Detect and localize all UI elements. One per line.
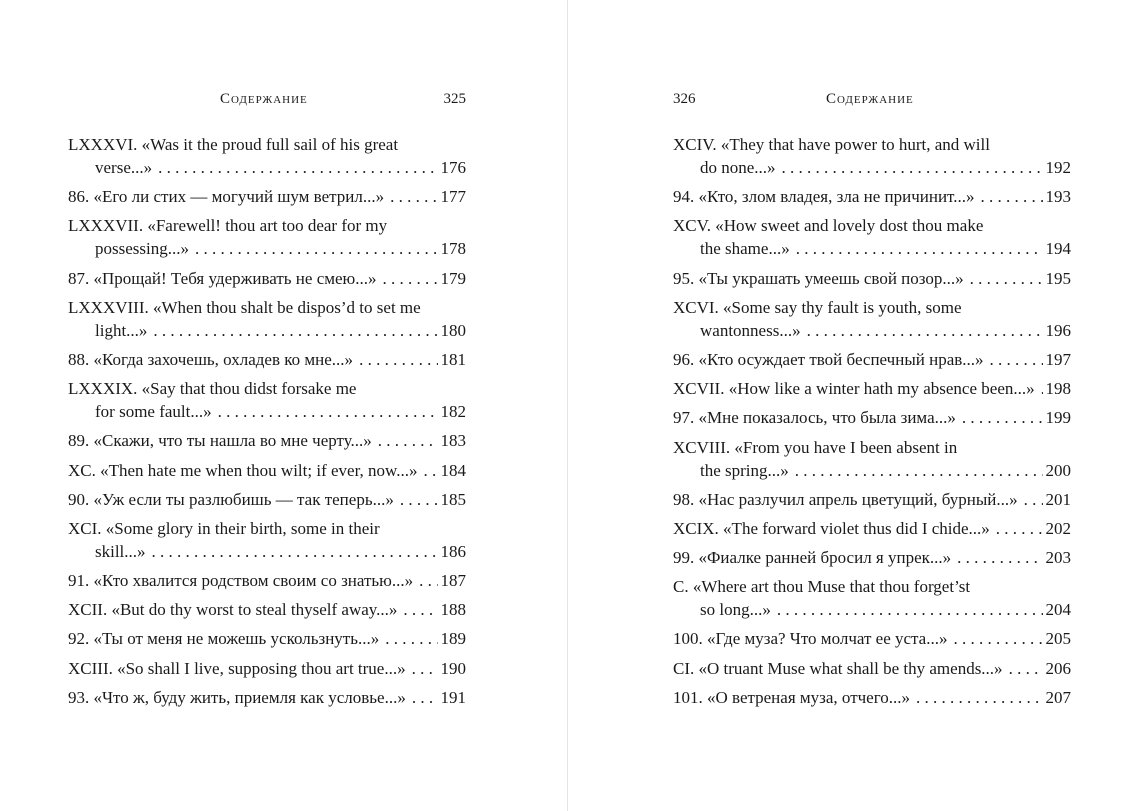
dot-leader [782, 156, 1043, 179]
toc-entry [673, 185, 1071, 208]
toc-entry [673, 133, 1071, 179]
toc-entry [68, 133, 466, 179]
entry-page-number: 201 [1045, 489, 1071, 509]
entry-title: LXXXVII. «Farewell! thou art too dear for my [68, 216, 388, 236]
entry-page-number: 183 [440, 431, 466, 451]
entry-title: 95. «Ты украшать умеешь свой позор...» [673, 268, 964, 288]
dot-leader [218, 400, 438, 423]
toc-entry [68, 429, 466, 452]
dot-leader [916, 686, 1042, 709]
entry-title: 93. «Что ж, буду жить, приемля как условье...» [68, 687, 406, 707]
entry-page-number: 197 [1045, 349, 1071, 369]
entry-title: 87. «Прощай! Тебя удерживать не смею...» [68, 268, 377, 288]
entry-title-continued: possessing...» [95, 239, 189, 259]
dot-leader [962, 406, 1043, 429]
entry-page-number: 196 [1045, 320, 1071, 340]
entry-page-number: 176 [440, 158, 466, 177]
entry-title: XCI. «Some glory in their birth, some in their [68, 518, 380, 538]
header-page-number: 326 [673, 91, 696, 107]
dot-leader [403, 598, 437, 621]
entry-title-continued: for some fault...» [95, 402, 212, 422]
toc-entry [673, 546, 1071, 569]
dot-leader [1009, 657, 1043, 680]
entry-page-number: 194 [1045, 239, 1071, 259]
entry-title-continued: do none...» [700, 158, 776, 177]
entry-page-number: 187 [440, 571, 466, 591]
entry-title: LXXXVIII. «When thou shalt be dispos’d to set me [68, 297, 421, 317]
entry-title: 88. «Когда захочешь, охладев ко мне...» [68, 349, 354, 369]
entry-title: LXXXIX. «Say that thou didst forsake me [68, 379, 357, 399]
running-header [68, 91, 466, 111]
entry-title: XCVI. «Some say thy fault is youth, some [673, 297, 962, 317]
entry-page-number: 203 [1045, 548, 1071, 568]
header-title: Содержание [220, 91, 308, 107]
entry-page-number: 199 [1045, 408, 1071, 428]
dot-leader [383, 267, 438, 290]
dot-leader [957, 546, 1042, 569]
dot-leader [412, 686, 438, 709]
entry-page-number: 191 [440, 687, 466, 707]
entry-page-number: 177 [440, 187, 466, 207]
entry-title-continued: light...» [95, 320, 148, 340]
entry-title: CI. «O truant Muse what shall be thy amends...» [673, 658, 1003, 678]
entry-title: XCIII. «So shall I live, supposing thou art true...» [68, 658, 406, 678]
entry-page-number: 180 [440, 320, 466, 340]
toc-entry [673, 267, 1071, 290]
toc-entry [68, 686, 466, 709]
entry-page-number: 198 [1045, 379, 1071, 399]
toc-entry [673, 296, 1071, 342]
toc-entry [673, 214, 1071, 260]
right-page [673, 0, 1071, 811]
entry-page-number: 189 [440, 629, 466, 649]
toc-entry [673, 436, 1071, 482]
dot-leader [953, 627, 1042, 650]
running-header [673, 91, 1071, 111]
entry-page-number: 195 [1045, 268, 1071, 288]
left-page [68, 0, 466, 811]
entry-title: C. «Where art thou Muse that thou forget’st [673, 577, 971, 597]
entry-page-number: 206 [1045, 658, 1071, 678]
dot-leader [423, 459, 437, 482]
dot-leader [385, 627, 437, 650]
toc-entry [673, 575, 1071, 621]
dot-leader [795, 459, 1043, 482]
toc-entry [673, 627, 1071, 650]
entry-title: 98. «Нас разлучил апрель цветущий, бурный...» [673, 489, 1018, 509]
entry-title-continued: skill...» [95, 541, 146, 561]
toc-entry [68, 598, 466, 621]
toc-entry [673, 348, 1071, 371]
toc-entry [68, 296, 466, 342]
dot-leader [996, 517, 1043, 540]
dot-leader [158, 156, 437, 179]
dot-leader [807, 319, 1043, 342]
entry-title: 92. «Ты от меня не можешь ускользнуть...» [68, 629, 380, 649]
toc-entry [68, 627, 466, 650]
entry-title: XCII. «But do thy worst to steal thyself away...» [68, 600, 398, 620]
entry-title-continued: so long...» [700, 600, 771, 620]
entry-title: XCVIII. «From you have I been absent in [673, 437, 958, 457]
toc-entry [68, 185, 466, 208]
toc-entry [68, 459, 466, 482]
toc-entry [68, 569, 466, 592]
dot-leader [796, 237, 1043, 260]
dot-leader [152, 540, 438, 563]
dot-leader [359, 348, 437, 371]
entry-title: 96. «Кто осуждает твой беспечный нрав...» [673, 349, 984, 369]
entry-page-number: 200 [1045, 460, 1071, 480]
entry-title: XCIX. «The forward violet thus did I chide...» [673, 518, 990, 538]
entry-title-continued: wantonness...» [700, 320, 801, 340]
entry-page-number: 190 [440, 658, 466, 678]
toc-entry [673, 406, 1071, 429]
toc-entry [68, 657, 466, 680]
entry-page-number: 184 [440, 460, 466, 480]
page-gutter [567, 0, 568, 811]
toc-entry [673, 686, 1071, 709]
entry-title-continued: the spring...» [700, 460, 789, 480]
header-title: Содержание [826, 91, 914, 107]
toc-entries [68, 133, 466, 715]
toc-entry [673, 377, 1071, 400]
entry-page-number: 205 [1045, 629, 1071, 649]
dot-leader [195, 237, 438, 260]
entry-title: XCV. «How sweet and lovely dost thou make [673, 216, 984, 236]
dot-leader [1024, 488, 1043, 511]
dot-leader [990, 348, 1043, 371]
dot-leader [400, 488, 438, 511]
entry-page-number: 181 [440, 349, 466, 369]
entry-page-number: 178 [440, 239, 466, 259]
entry-title: 91. «Кто хвалится родством своим со знатью...» [68, 571, 414, 591]
toc-entries [673, 133, 1071, 715]
entry-page-number: 207 [1045, 687, 1071, 707]
toc-entry [673, 517, 1071, 540]
toc-entry [673, 657, 1071, 680]
entry-title: LXXXVI. «Was it the proud full sail of his great [68, 135, 399, 154]
entry-title: 101. «О ветреная муза, отчего...» [673, 687, 911, 707]
toc-entry [68, 517, 466, 563]
entry-title: 99. «Фиалке ранней бросил я упрек...» [673, 548, 952, 568]
entry-page-number: 192 [1045, 158, 1071, 177]
dot-leader [980, 185, 1042, 208]
toc-entry [68, 348, 466, 371]
entry-title: XCVII. «How like a winter hath my absence been...» [673, 379, 1035, 399]
toc-entry [673, 488, 1071, 511]
entry-page-number: 185 [440, 489, 466, 509]
toc-entry [68, 488, 466, 511]
entry-page-number: 188 [440, 600, 466, 620]
entry-page-number: 179 [440, 268, 466, 288]
dot-leader [378, 429, 438, 452]
toc-entry [68, 214, 466, 260]
entry-title: 100. «Где муза? Что молчат ее уста...» [673, 629, 948, 649]
dot-leader [412, 657, 438, 680]
dot-leader [1041, 377, 1043, 400]
entry-title: 94. «Кто, злом владея, зла не причинит...» [673, 187, 975, 207]
entry-page-number: 193 [1045, 187, 1071, 207]
entry-title-continued: verse...» [95, 158, 153, 177]
toc-entry [68, 377, 466, 423]
dot-leader [419, 569, 437, 592]
dot-leader [777, 598, 1043, 621]
entry-title: XC. «Then hate me when thou wilt; if ever, now...» [68, 460, 418, 480]
entry-title: 97. «Мне показалось, что была зима...» [673, 408, 956, 428]
dot-leader [970, 267, 1043, 290]
entry-page-number: 186 [440, 541, 466, 561]
entry-title: 89. «Скажи, что ты нашла во мне черту...» [68, 431, 372, 451]
header-page-number: 325 [443, 91, 466, 107]
entry-title-continued: the shame...» [700, 239, 790, 259]
entry-page-number: 202 [1045, 518, 1071, 538]
entry-title: 90. «Уж если ты разлюбишь — так теперь...» [68, 489, 394, 509]
toc-entry [68, 267, 466, 290]
entry-title: XCIV. «They that have power to hurt, and will [673, 135, 990, 154]
dot-leader [153, 319, 437, 342]
entry-page-number: 204 [1045, 600, 1071, 620]
entry-title: 86. «Его ли стих — могучий шум ветрил...» [68, 187, 385, 207]
entry-page-number: 182 [440, 402, 466, 422]
dot-leader [390, 185, 437, 208]
